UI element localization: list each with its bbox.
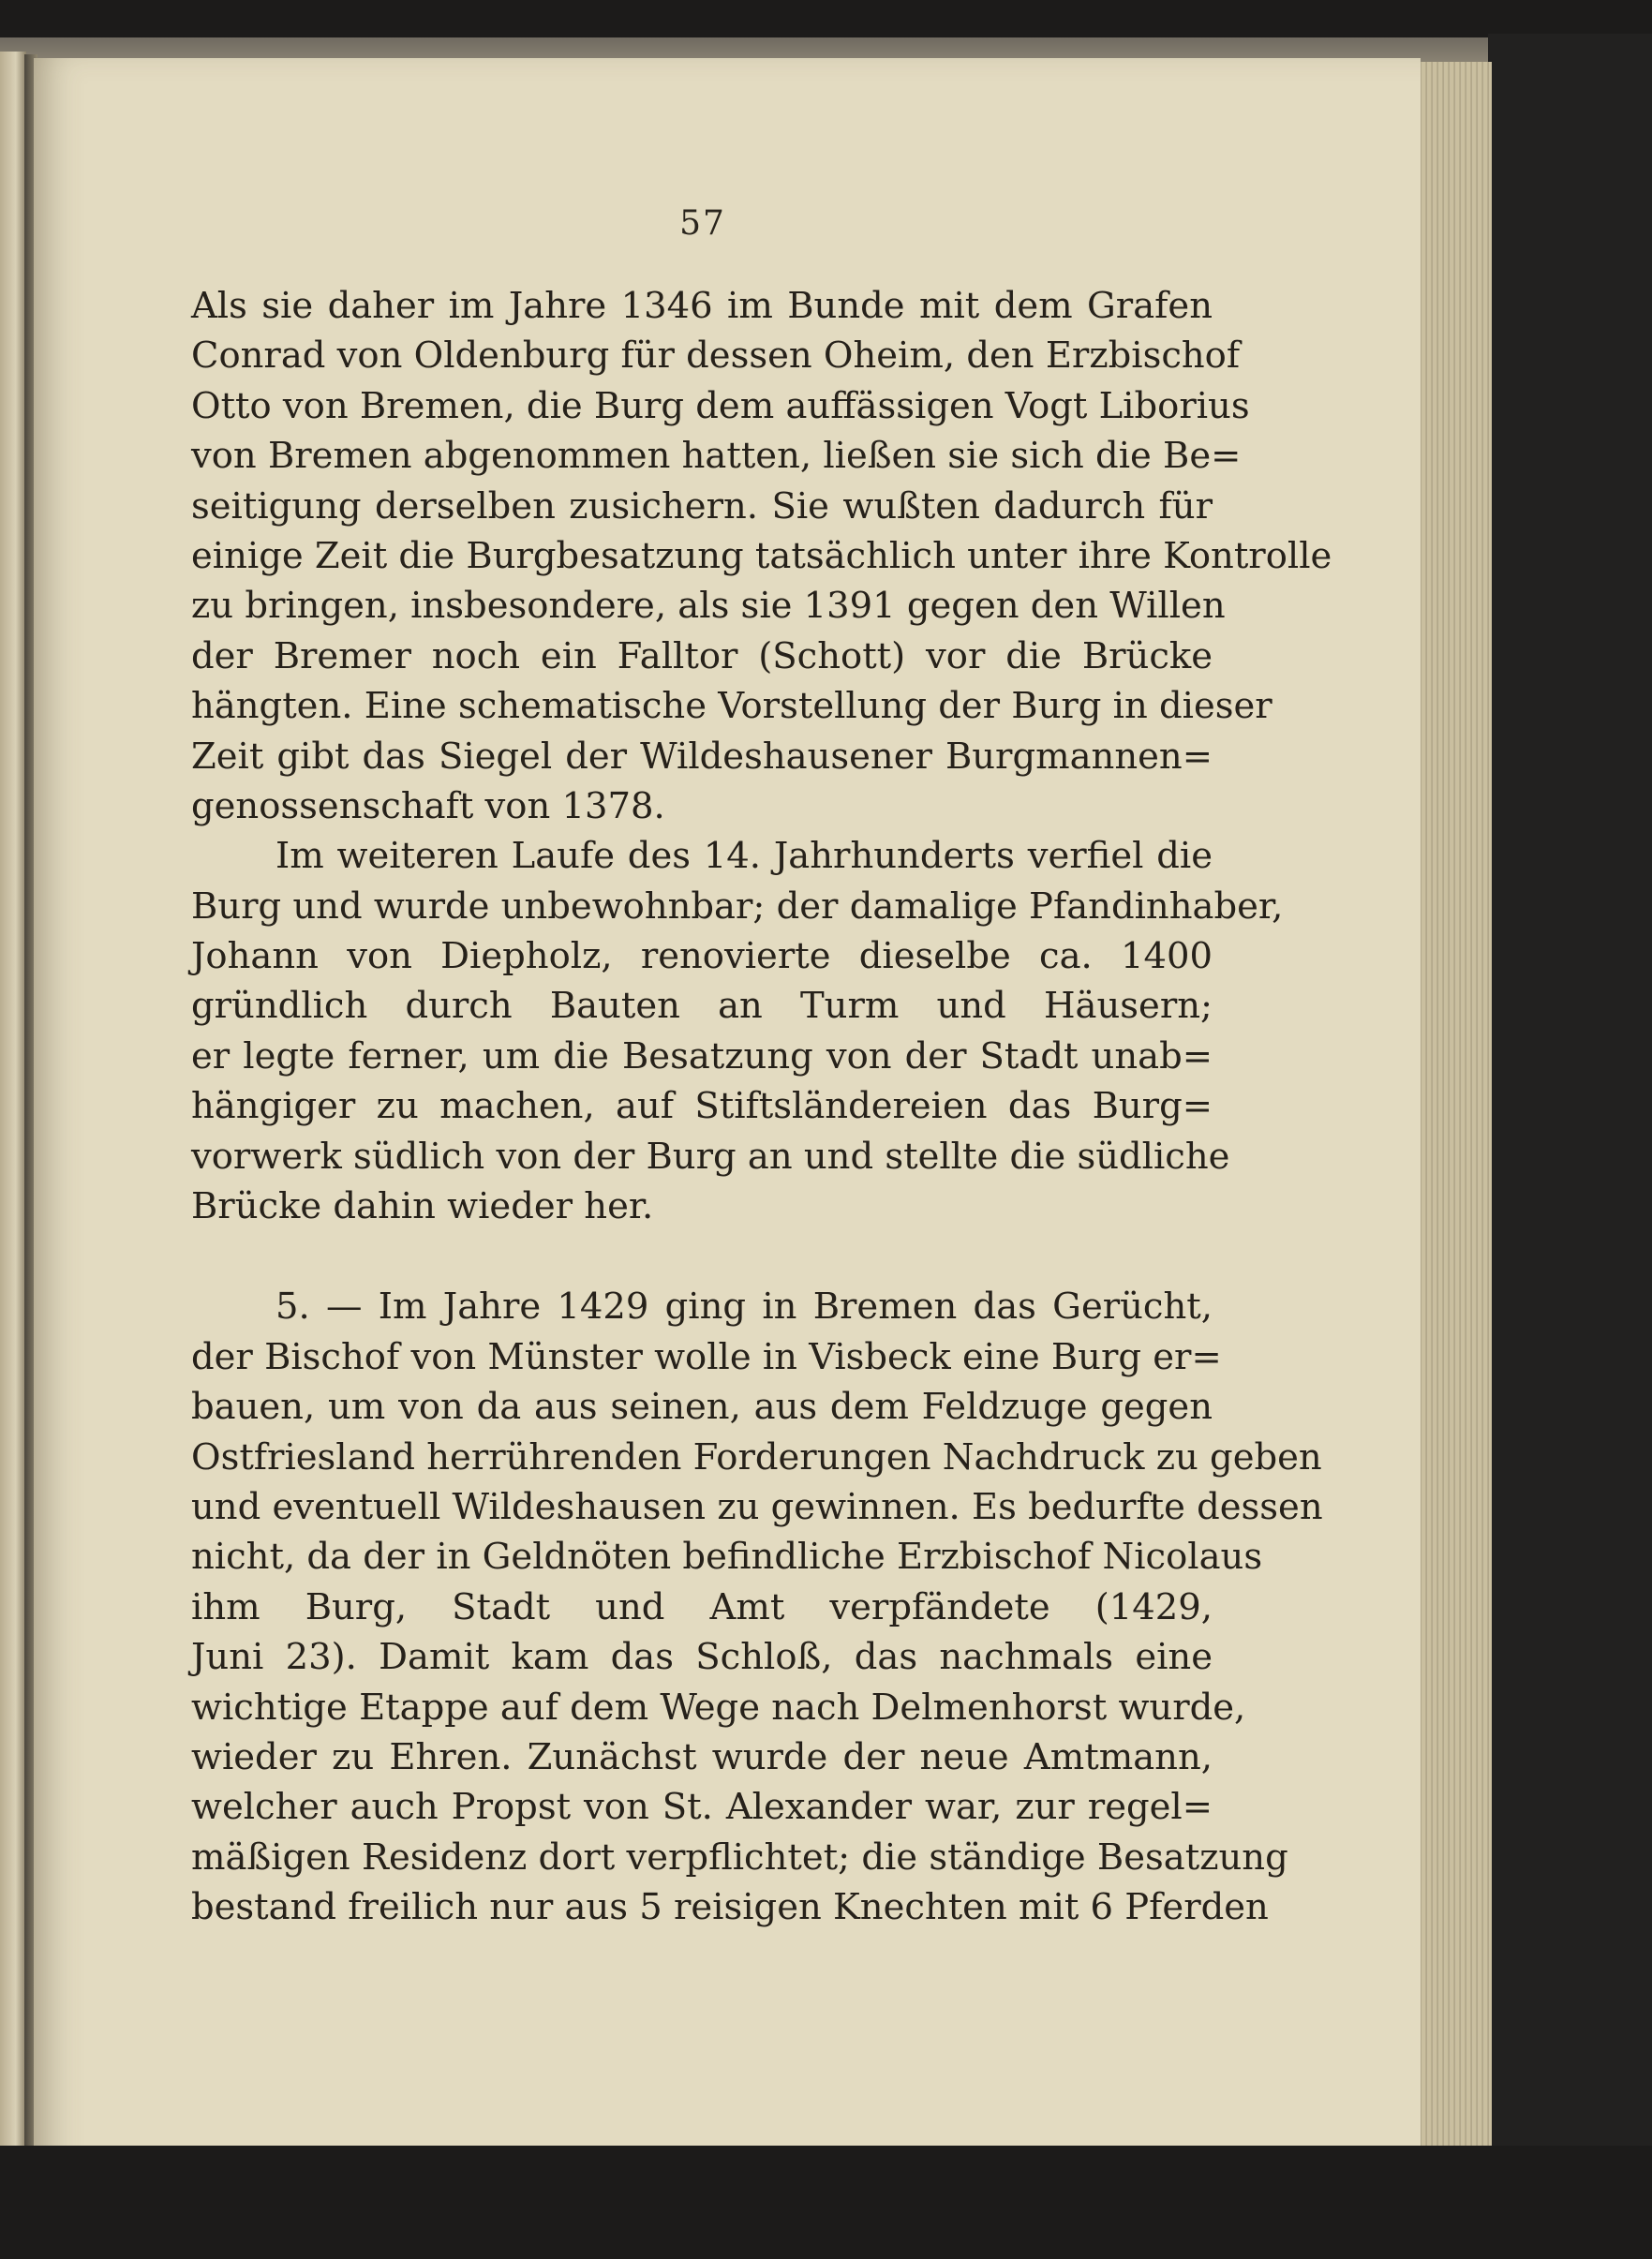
book-cover	[1488, 34, 1652, 2170]
page-stack-edges	[1417, 62, 1492, 2151]
text-line: 5. — Im Jahre 1429 ging in Bremen das Gerücht,	[275, 1286, 1213, 1329]
text-line: genossenschaft von 1378.	[191, 784, 665, 827]
text-line: welcher auch Propst von St. Alexander war, zur regel=	[191, 1786, 1213, 1829]
text-line: Brücke dahin wieder her.	[191, 1185, 654, 1228]
text-line: mäßigen Residenz dort verpflichtet; die ständige Besatzung	[191, 1835, 1288, 1879]
text-line: Als sie daher im Jahre 1346 im Bunde mit dem Grafen	[191, 285, 1213, 327]
text-line: bauen, um von da aus seinen, aus dem Feldzuge gegen	[191, 1386, 1213, 1429]
text-line: gründlich durch Bauten an Turm und Häusern;	[191, 985, 1213, 1028]
text-line: Burg und wurde unbewohnbar; der damalige Pfandinhaber,	[191, 884, 1284, 928]
text-line: Im weiteren Laufe des 14. Jahrhunderts verfiel die	[275, 835, 1213, 878]
text-line: seitigung derselben zusichern. Sie wußten dadurch für	[191, 484, 1213, 528]
facing-page-edge	[0, 52, 26, 2207]
text-line: nicht, da der in Geldnöten befindliche Erzbischof Nicolaus	[191, 1536, 1263, 1579]
text-line: Ostfriesland herrührenden Forderungen Nachdruck zu geben	[191, 1435, 1322, 1479]
book-bottom-edge	[0, 2146, 1652, 2259]
text-line: Conrad von Oldenburg für dessen Oheim, den Erzbischof	[191, 334, 1241, 378]
text-line: ihm Burg, Stadt und Amt verpfändete (1429,	[191, 1585, 1213, 1628]
text-line: der Bremer noch ein Falltor (Schott) vor die Brücke	[191, 634, 1213, 677]
paragraph-2	[191, 831, 1284, 1231]
text-line: Otto von Bremen, die Burg dem auffässigen Vogt Liborius	[191, 384, 1250, 427]
text-line: einige Zeit die Burgbesatzung tatsächlich unter ihre Kontrolle	[191, 534, 1332, 577]
paragraph-1	[191, 281, 1332, 831]
page-number: 57	[679, 204, 726, 243]
text-line: hängten. Eine schematische Vorstellung der Burg in dieser	[191, 685, 1272, 728]
section-gap	[191, 1231, 1213, 1282]
text-line: Zeit gibt das Siegel der Wildeshausener Burgmannen=	[191, 735, 1213, 778]
text-line: zu bringen, insbesondere, als sie 1391 gegen den Willen	[191, 585, 1226, 628]
text-line: der Bischof von Münster wolle in Visbeck eine Burg er=	[191, 1335, 1222, 1378]
text-line: wichtige Etappe auf dem Wege nach Delmenhorst wurde,	[191, 1686, 1246, 1729]
text-line: hängiger zu machen, auf Stiftsländereien das Burg=	[191, 1085, 1213, 1128]
text-line: und eventuell Wildeshausen zu gewinnen. Es bedurfte dessen	[191, 1485, 1323, 1528]
body-text	[191, 281, 1332, 1933]
paragraph-3	[191, 1282, 1323, 1932]
text-line: von Bremen abgenommen hatten, ließen sie sich die Be=	[191, 435, 1242, 478]
text-line: vorwerk südlich von der Burg an und stellte die südliche	[191, 1135, 1230, 1178]
text-line: er legte ferner, um die Besatzung von der Stadt unab=	[191, 1034, 1213, 1077]
text-line: Juni 23). Damit kam das Schloß, das nachmals eine	[191, 1636, 1213, 1679]
text-line: bestand freilich nur aus 5 reisigen Knechten mit 6 Pferden	[191, 1886, 1269, 1929]
text-line: Johann von Diepholz, renovierte dieselbe ca. 1400	[191, 935, 1213, 978]
text-line: wieder zu Ehren. Zunächst wurde der neue Amtmann,	[191, 1735, 1213, 1778]
